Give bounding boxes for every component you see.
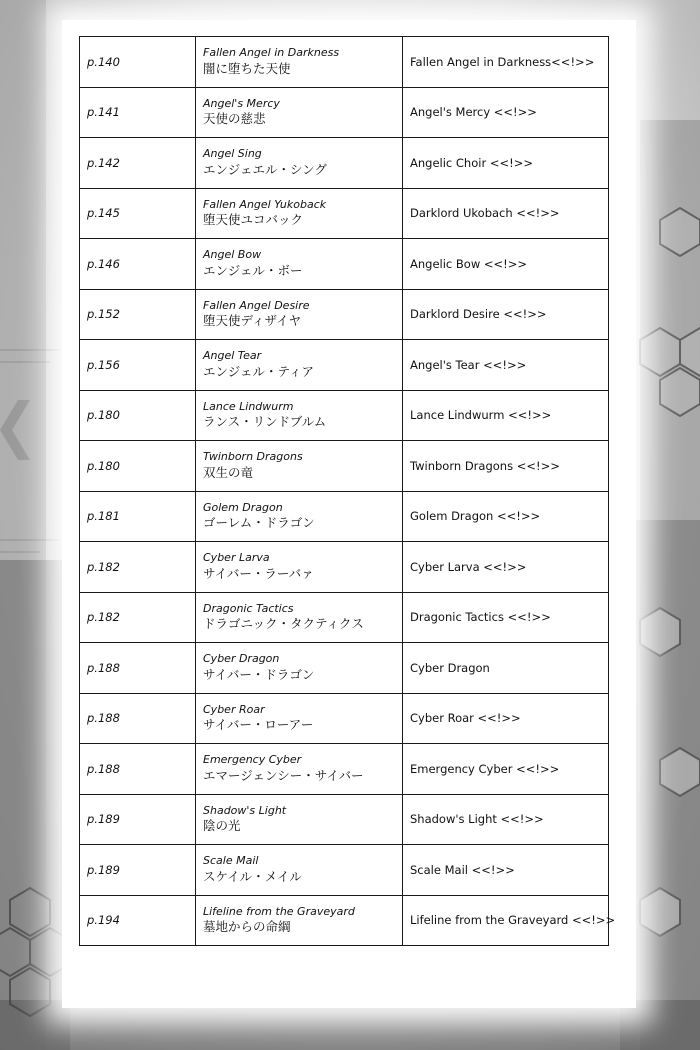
source-term-en: Twinborn Dragons <box>203 450 303 464</box>
source-term-en: Fallen Angel Yukoback <box>203 197 327 211</box>
source-term <box>196 188 403 239</box>
source-term-ja: 闇に堕ちた天使 <box>203 60 291 76</box>
table-row <box>80 845 609 896</box>
table-row <box>80 643 609 694</box>
source-term-ja: エンジェエル・シング <box>203 161 327 177</box>
table-row <box>80 693 609 744</box>
page-ref: p.145 <box>80 188 196 239</box>
glossary-body <box>80 37 616 946</box>
source-term-ja: サイバー・ローアー <box>203 717 314 733</box>
source-term <box>196 643 403 694</box>
source-term-ja: ランス・リンドブルム <box>203 414 327 430</box>
translated-term: Emergency Cyber <<!>> <box>403 744 609 795</box>
translated-term: Angel's Tear <<!>> <box>403 340 609 391</box>
source-term <box>196 491 403 542</box>
source-term <box>196 239 403 290</box>
table-row <box>80 188 609 239</box>
page-ref: p.189 <box>80 794 196 845</box>
source-term-en: Angel Bow <box>203 248 262 262</box>
source-term-ja: サイバー・ドラゴン <box>203 666 315 682</box>
page-ref: p.188 <box>80 693 196 744</box>
source-term-en: Fallen Angel in Darkness <box>203 46 340 60</box>
page-ref: p.142 <box>80 138 196 189</box>
source-term-ja: 堕天使ユコバック <box>203 212 304 228</box>
table-row <box>80 441 609 492</box>
source-term-ja: ドラゴニック・タクティクス <box>203 616 364 632</box>
source-term-ja: ゴーレム・ドラゴン <box>203 515 315 531</box>
page-ref: p.180 <box>80 390 196 441</box>
page-ref: p.194 <box>80 895 196 946</box>
table-row <box>80 895 609 946</box>
page-ref: p.189 <box>80 845 196 896</box>
page-ref: p.156 <box>80 340 196 391</box>
source-term-en: Shadow's Light <box>203 803 287 817</box>
source-term-en: Cyber Roar <box>203 702 265 716</box>
source-term-ja: エンジェル・ボー <box>203 262 303 278</box>
table-row <box>80 138 609 189</box>
source-term <box>196 289 403 340</box>
source-term <box>196 87 403 138</box>
page-ref: p.188 <box>80 744 196 795</box>
translated-term: Twinborn Dragons <<!>> <box>403 441 609 492</box>
source-term-en: Emergency Cyber <box>203 753 302 767</box>
table-row <box>80 592 609 643</box>
translated-term: Lifeline from the Graveyard <<!>> <box>403 895 609 946</box>
translated-term: Cyber Dragon <box>403 643 609 694</box>
table-row <box>80 340 609 391</box>
page-ref: p.180 <box>80 441 196 492</box>
translated-term: Darklord Desire <<!>> <box>403 289 609 340</box>
translated-term: Scale Mail <<!>> <box>403 845 609 896</box>
page-ref: p.152 <box>80 289 196 340</box>
glossary-table <box>79 36 616 946</box>
source-term-en: Cyber Dragon <box>203 652 280 666</box>
source-term <box>196 592 403 643</box>
source-term-en: Fallen Angel Desire <box>203 298 310 312</box>
translated-term: Cyber Roar <<!>> <box>403 693 609 744</box>
source-term <box>196 895 403 946</box>
source-term <box>196 744 403 795</box>
table-row <box>80 239 609 290</box>
source-term <box>196 542 403 593</box>
translated-term: Cyber Larva <<!>> <box>403 542 609 593</box>
source-term-ja: エマージェンシー・サイバー <box>203 767 364 783</box>
source-term <box>196 37 403 88</box>
table-row <box>80 37 609 88</box>
table-row <box>80 289 609 340</box>
source-term-en: Dragonic Tactics <box>203 601 294 615</box>
page-ref: p.182 <box>80 592 196 643</box>
source-term-en: Lance Lindwurm <box>203 399 294 413</box>
translated-term: Golem Dragon <<!>> <box>403 491 609 542</box>
source-term-ja: 陰の光 <box>203 818 241 834</box>
source-term-en: Lifeline from the Graveyard <box>203 904 355 918</box>
source-term-ja: スケイル・メイル <box>203 868 302 884</box>
source-term <box>196 794 403 845</box>
source-term-en: Angel Tear <box>203 349 262 363</box>
translated-term: Shadow's Light <<!>> <box>403 794 609 845</box>
source-term-ja: 双生の竜 <box>203 464 254 480</box>
source-term <box>196 138 403 189</box>
source-term <box>196 693 403 744</box>
page-ref: p.188 <box>80 643 196 694</box>
table-row <box>80 542 609 593</box>
source-term <box>196 441 403 492</box>
translated-term: Angelic Choir <<!>> <box>403 138 609 189</box>
page-ref: p.146 <box>80 239 196 290</box>
page-ref: p.141 <box>80 87 196 138</box>
source-term-ja: エンジェル・ティア <box>203 363 314 379</box>
translated-term: Fallen Angel in Darkness<<!>> <box>403 37 609 88</box>
source-term-ja: 天使の慈悲 <box>203 111 266 127</box>
translated-term: Lance Lindwurm <<!>> <box>403 390 609 441</box>
source-term-ja: 堕天使ディザイヤ <box>203 313 302 329</box>
source-term <box>196 845 403 896</box>
source-term-ja: 墓地からの命綱 <box>203 919 291 935</box>
source-term-en: Scale Mail <box>203 854 259 868</box>
page-ref: p.182 <box>80 542 196 593</box>
source-term <box>196 340 403 391</box>
translated-term: Angel's Mercy <<!>> <box>403 87 609 138</box>
table-row <box>80 390 609 441</box>
source-term-en: Angel's Mercy <box>203 96 280 110</box>
source-term-ja: サイバー・ラーバァ <box>203 565 314 581</box>
source-term-en: Golem Dragon <box>203 500 283 514</box>
table-row <box>80 87 609 138</box>
table-row <box>80 491 609 542</box>
source-term <box>196 390 403 441</box>
table-row <box>80 794 609 845</box>
translated-term: Darklord Ukobach <<!>> <box>403 188 609 239</box>
translated-term: Dragonic Tactics <<!>> <box>403 592 609 643</box>
page-ref: p.181 <box>80 491 196 542</box>
translated-term: Angelic Bow <<!>> <box>403 239 609 290</box>
source-term-en: Angel Sing <box>203 147 262 161</box>
page-ref: p.140 <box>80 37 196 88</box>
table-row <box>80 744 609 795</box>
source-term-en: Cyber Larva <box>203 551 270 565</box>
